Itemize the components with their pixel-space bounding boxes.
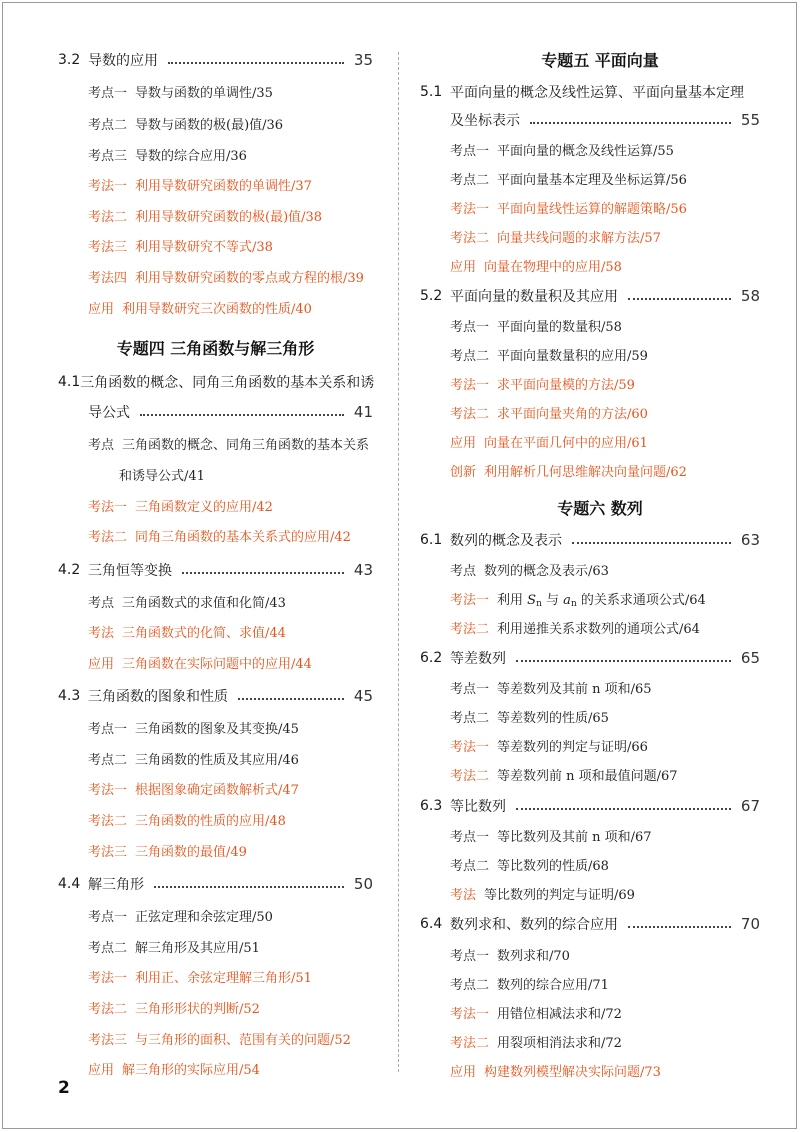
item-tag: 考法一 [88,971,128,986]
item-text: 三角函数式的化简、求值/44 [122,626,286,641]
item-tag: 考法二 [88,210,128,225]
toc-section-5-2[interactable] [420,286,760,306]
toc-item[interactable] [88,779,299,798]
toc-item[interactable] [88,496,273,515]
item-text: 三角函数定义的应用/42 [135,500,273,515]
item-text: 利用导数研究三次函数的性质/40 [122,302,312,317]
toc-item[interactable] [88,175,312,194]
toc-item[interactable] [88,906,273,925]
toc-item[interactable] [450,736,648,755]
leader-dots [628,298,731,300]
toc-item[interactable] [450,198,687,217]
section-number: 4.1 [58,374,81,390]
item-text: 三角函数的性质及其应用/46 [135,753,299,768]
toc-item[interactable] [450,374,635,393]
math-subscript: n [570,599,577,609]
section-page: 70 [740,915,760,933]
item-text: 导数的综合应用/36 [135,149,247,164]
item-text: 等差数列及其前 n 项和/65 [497,682,652,697]
item-text: 利用正、余弦定理解三角形/51 [135,971,312,986]
leader-dots [140,414,344,416]
item-tag: 考法四 [88,271,128,286]
item-text: 数列的综合应用/71 [497,978,609,993]
toc-item[interactable] [450,678,652,697]
toc-item[interactable] [450,461,687,480]
item-text: 与 [546,593,560,608]
item-tag: 考点一 [450,830,490,845]
toc-item[interactable] [88,236,273,255]
leader-dots [182,572,344,574]
item-tag: 考点一 [450,949,490,964]
section-title-line1: 平面向量的概念及线性运算、平面向量基本定理 [450,85,744,101]
item-tag: 考点一 [88,86,128,101]
toc-item[interactable] [450,826,652,845]
column-divider [398,52,399,1072]
item-tag: 考法一 [88,500,128,515]
item-text: 平面向量基本定理及坐标运算/56 [497,173,687,188]
toc-item[interactable] [450,974,609,993]
item-tag: 考点二 [450,978,490,993]
item-tag: 考法二 [450,407,490,422]
item-text: 与三角形的面积、范围有关的问题/52 [135,1033,351,1048]
item-tag: 应用 [450,436,477,451]
toc-section-6-4[interactable] [420,914,760,934]
toc-section-6-3[interactable] [420,796,760,816]
section-number: 6.2 [420,650,443,666]
leader-dots [572,542,731,544]
section-title: 等比数列 [450,799,506,815]
item-tag: 考法一 [88,783,128,798]
section-title: 三角函数的图象和性质 [88,689,228,705]
toc-item[interactable] [450,316,622,335]
leader-dots [530,122,731,124]
section-title: 导数的应用 [88,53,158,69]
leader-dots [168,62,344,64]
item-text: 等比数列的性质/68 [497,859,609,874]
section-page: 65 [740,649,760,667]
toc-item[interactable] [88,718,299,737]
item-tag: 考法二 [450,231,490,246]
item-tag: 考点二 [88,753,128,768]
section-title: 三角恒等变换 [88,563,172,579]
item-tag: 考点三 [88,149,128,164]
section-title: 等差数列 [450,651,506,667]
item-text: 平面向量的概念及线性运算/55 [497,144,674,159]
item-tag: 考法一 [450,1007,490,1022]
item-tag: 考点一 [88,722,128,737]
item-tag: 考点 [88,596,115,611]
item-text: 利用导数研究不等式/38 [135,240,273,255]
section-page: 58 [740,287,760,305]
item-tag: 考法二 [450,622,490,637]
item-tag: 考点 [88,438,115,453]
item-tag: 应用 [450,260,477,275]
toc-item[interactable] [450,618,700,637]
item-tag: 考点二 [450,173,490,188]
section-number: 4.4 [58,876,81,892]
item-tag: 考法二 [88,530,128,545]
toc-item[interactable] [450,560,609,579]
toc-item[interactable] [450,256,622,275]
item-text: 利用导数研究函数的零点或方程的根/39 [135,271,364,286]
section-number: 6.4 [420,916,443,932]
toc-section-4-3[interactable] [58,686,373,706]
item-tag: 考点二 [450,711,490,726]
toc-item[interactable] [88,267,364,286]
item-text: 利用解析几何思维解决向量问题/62 [484,465,687,480]
item-tag: 考法 [450,888,477,903]
topic-heading-6: 专题六 数列 [557,499,643,518]
section-title-line2: 导公式 [88,405,130,421]
leader-dots [628,926,731,928]
section-page: 55 [740,111,760,129]
item-text: 求平面向量模的方法/59 [497,378,635,393]
toc-item[interactable] [450,1032,622,1051]
toc-item[interactable] [450,403,648,422]
section-page: 43 [353,561,373,579]
item-text: 构建数列模型解决实际问题/73 [484,1065,661,1080]
item-text: 平面向量的数量积/58 [497,320,622,335]
toc-section-4-2[interactable] [58,560,373,580]
item-text: 平面向量线性运算的解题策略/56 [497,202,687,217]
toc-item[interactable] [88,937,260,956]
toc-item[interactable] [88,841,247,860]
section-number: 6.3 [420,798,443,814]
section-page: 67 [740,797,760,815]
item-text: 三角函数式的求值和化简/43 [122,596,286,611]
item-tag: 考法一 [450,378,490,393]
section-number: 3.2 [58,52,81,68]
toc-item[interactable] [450,1003,622,1022]
item-text: 利用导数研究函数的极(最)值/38 [135,210,323,225]
item-text: 用错位相减法求和/72 [497,1007,622,1022]
toc-item[interactable] [88,967,312,986]
section-title: 数列的概念及表示 [450,533,562,549]
math-subscript: n [536,599,542,609]
item-text: 利用 [497,593,524,608]
item-tag: 考点 [450,564,477,579]
item-tag: 考法一 [450,593,490,608]
item-text: 求平面向量夹角的方法/60 [497,407,648,422]
toc-item[interactable] [450,432,648,451]
item-text: 根据图象确定函数解析式/47 [135,783,299,798]
item-text: 数列的概念及表示/63 [484,564,609,579]
toc-section-5-1[interactable] [420,82,760,102]
item-tag: 考法三 [88,240,128,255]
section-number: 4.3 [58,688,81,704]
toc-item[interactable] [450,765,678,784]
toc-item[interactable] [450,589,706,609]
item-tag: 创新 [450,465,477,480]
section-page: 50 [353,875,373,893]
toc-item[interactable] [450,169,687,188]
topic-heading-4: 专题四 三角函数与解三角形 [116,339,315,358]
item-text: 用裂项相消法求和/72 [497,1036,622,1051]
section-number: 6.1 [420,532,443,548]
item-text: 同角三角函数的基本关系式的应用/42 [135,530,351,545]
page-number: 2 [58,1078,70,1098]
item-text: 三角函数的最值/49 [135,845,247,860]
item-text: 等差数列的性质/65 [497,711,609,726]
item-tag: 考点一 [88,910,128,925]
item-tag: 考法二 [450,1036,490,1051]
item-tag: 考法二 [450,769,490,784]
toc-item[interactable] [88,114,283,133]
toc-item[interactable] [88,749,299,768]
item-tag: 考点二 [450,349,490,364]
item-tag: 考法三 [88,845,128,860]
item-tag: 考法一 [450,202,490,217]
section-title-line2: 及坐标表示 [450,113,520,129]
item-tag: 考法 [88,626,115,641]
item-text: 等比数列及其前 n 项和/67 [497,830,652,845]
leader-dots [238,698,344,700]
item-text: 向量共线问题的求解方法/57 [497,231,661,246]
section-title: 数列求和、数列的综合应用 [450,917,618,933]
item-text: 利用导数研究函数的单调性/37 [135,179,312,194]
toc-item[interactable] [88,998,260,1017]
section-page: 41 [353,403,373,421]
topic-heading-5: 专题五 平面向量 [541,51,659,70]
item-text: 三角形形状的判断/52 [135,1002,260,1017]
item-tag: 考法一 [88,179,128,194]
toc-item[interactable] [88,1029,351,1048]
toc-section-5-1-cont[interactable] [450,110,760,130]
toc-item[interactable] [88,526,351,545]
toc-item[interactable] [88,810,286,829]
item-text: 导数与函数的单调性/35 [135,86,273,101]
item-tag: 考点二 [450,859,490,874]
item-text: 导数与函数的极(最)值/36 [135,118,284,133]
toc-item[interactable] [88,622,286,641]
item-text: 解三角形的实际应用/54 [122,1063,260,1078]
item-tag: 应用 [88,302,115,317]
item-text: 等差数列前 n 项和最值问题/67 [497,769,678,784]
toc-item-cont[interactable] [119,465,205,484]
item-text: 三角函数的性质的应用/48 [135,814,286,829]
item-text: 解三角形及其应用/51 [135,941,260,956]
section-number: 5.1 [420,84,443,100]
section-title: 解三角形 [88,877,144,893]
toc-item[interactable] [450,707,609,726]
item-text: 三角函数在实际问题中的应用/44 [122,657,312,672]
leader-dots [154,886,344,888]
toc-item[interactable] [450,140,674,159]
item-tag: 考法二 [88,814,128,829]
toc-item[interactable] [88,434,369,453]
item-text: 向量在平面几何中的应用/61 [484,436,648,451]
toc-section-3-2[interactable] [58,50,373,70]
toc-item[interactable] [88,298,312,317]
item-text: 利用递推关系求数列的通项公式/64 [497,622,700,637]
item-tag: 考法一 [450,740,490,755]
item-tag: 考点一 [450,320,490,335]
item-tag: 考法三 [88,1033,128,1048]
section-title-line1: 三角函数的概念、同角三角函数的基本关系和诱 [80,375,375,391]
item-tag: 考点一 [450,682,490,697]
toc-item[interactable] [450,855,609,874]
section-page: 35 [353,51,373,69]
leader-dots [516,660,731,662]
toc-item[interactable] [450,227,661,246]
item-text: 的关系求通项公式/64 [580,593,706,608]
item-tag: 考点一 [450,144,490,159]
leader-dots [516,808,731,810]
toc-section-6-1[interactable] [420,530,760,550]
item-text: 数列求和/70 [497,949,570,964]
toc-item[interactable] [88,82,273,101]
item-text: 和诱导公式/41 [119,469,205,484]
toc-item[interactable] [88,1059,260,1078]
item-text: 平面向量数量积的应用/59 [497,349,648,364]
item-tag: 应用 [450,1065,477,1080]
item-tag: 考法二 [88,1002,128,1017]
toc-section-4-4[interactable] [58,874,373,894]
toc-item[interactable] [450,884,635,903]
toc-item[interactable] [88,653,312,672]
section-number: 5.2 [420,288,443,304]
section-page: 45 [353,687,373,705]
item-tag: 考点二 [88,118,128,133]
item-text: 向量在物理中的应用/58 [484,260,622,275]
toc-item[interactable] [88,206,322,225]
toc-section-6-2[interactable] [420,648,760,668]
item-text: 等差数列的判定与证明/66 [497,740,648,755]
item-tag: 应用 [88,1063,115,1078]
item-tag: 应用 [88,657,115,672]
toc-item[interactable] [450,1061,661,1080]
item-text: 等比数列的判定与证明/69 [484,888,635,903]
toc-item[interactable] [88,145,247,164]
item-tag: 考点二 [88,941,128,956]
toc-section-4-1[interactable] [58,372,373,392]
math-symbol: a [563,593,571,608]
item-text: 三角函数的概念、同角三角函数的基本关系 [122,438,370,453]
section-page: 63 [740,531,760,549]
math-symbol: S [527,593,537,608]
section-title: 平面向量的数量积及其应用 [450,289,618,305]
toc-item[interactable] [88,592,286,611]
toc-section-4-1-cont[interactable] [88,402,373,422]
item-text: 正弦定理和余弦定理/50 [135,910,273,925]
item-text: 三角函数的图象及其变换/45 [135,722,299,737]
toc-item[interactable] [450,945,570,964]
section-number: 4.2 [58,562,81,578]
toc-item[interactable] [450,345,648,364]
